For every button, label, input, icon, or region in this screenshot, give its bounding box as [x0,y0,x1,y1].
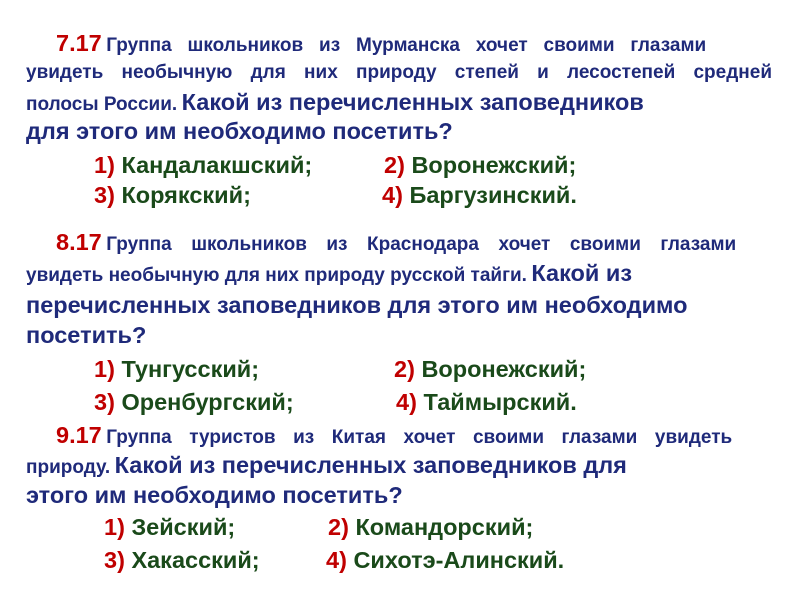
option-text: Командорский; [355,514,534,540]
option-number: 1) [94,152,115,178]
question-intro: Группа туристов из Китая хочет своими глазами увидеть [106,427,733,448]
answer-option [94,182,251,209]
option-text: Воронежский; [411,152,577,178]
question-number: 7.17 [56,30,102,56]
option-number: 3) [94,389,115,415]
question-intro: Группа школьников из Мурманска хочет своими глазами [106,35,707,56]
answer-option [328,514,533,541]
option-number: 2) [394,356,415,382]
answer-option [94,152,312,179]
question-line [26,452,627,479]
option-text: Таймырский. [423,389,577,415]
question-intro: увидеть необычную для них природу русской тайги. [26,265,527,286]
question-intro: Группа школьников из Краснодара хочет своими глазами [106,234,737,255]
question-text: Какой из [531,260,633,286]
answer-option [94,356,259,383]
question-intro: увидеть необычную для них природу степей и лесостепей средней [26,62,772,83]
option-text: Корякский; [121,182,251,208]
answer-option [396,389,577,416]
option-number: 3) [94,182,115,208]
answer-option [394,356,586,383]
question-text: посетить? [26,322,147,348]
answer-option [384,152,576,179]
option-number: 2) [384,152,405,178]
option-number: 4) [382,182,403,208]
option-number: 4) [396,389,417,415]
question-text: для этого им необходимо посетить? [26,118,453,144]
option-text: Воронежский; [421,356,587,382]
option-text: Сихотэ-Алинский. [353,547,565,573]
question-first-line [56,30,771,57]
answer-option [382,182,577,209]
option-number: 2) [328,514,349,540]
answer-option [94,389,294,416]
question-number: 9.17 [56,422,102,448]
question-line [26,89,644,116]
option-text: Оренбургский; [121,389,294,415]
question-first-line [56,422,771,449]
answer-option [104,547,260,574]
question-text: Какой из перечисленных заповедников [181,89,644,115]
question-intro: полосы России. [26,94,178,115]
option-text: Зейский; [131,514,236,540]
option-text: Хакасский; [131,547,260,573]
question-intro: природу. [26,457,111,478]
option-number: 1) [104,514,125,540]
option-number: 4) [326,547,347,573]
question-text: этого им необходимо посетить? [26,482,403,508]
option-text: Кандалакшский; [121,152,313,178]
question-number: 8.17 [56,229,102,255]
option-text: Тунгусский; [121,356,260,382]
option-number: 3) [104,547,125,573]
option-text: Баргузинский. [409,182,577,208]
question-first-line [56,229,771,256]
question-line [26,260,632,287]
question-text: перечисленных заповедников для этого им необходимо [26,292,688,318]
answer-option [326,547,564,574]
question-text: Какой из перечисленных заповедников для [114,452,627,478]
answer-option [104,514,235,541]
option-number: 1) [94,356,115,382]
